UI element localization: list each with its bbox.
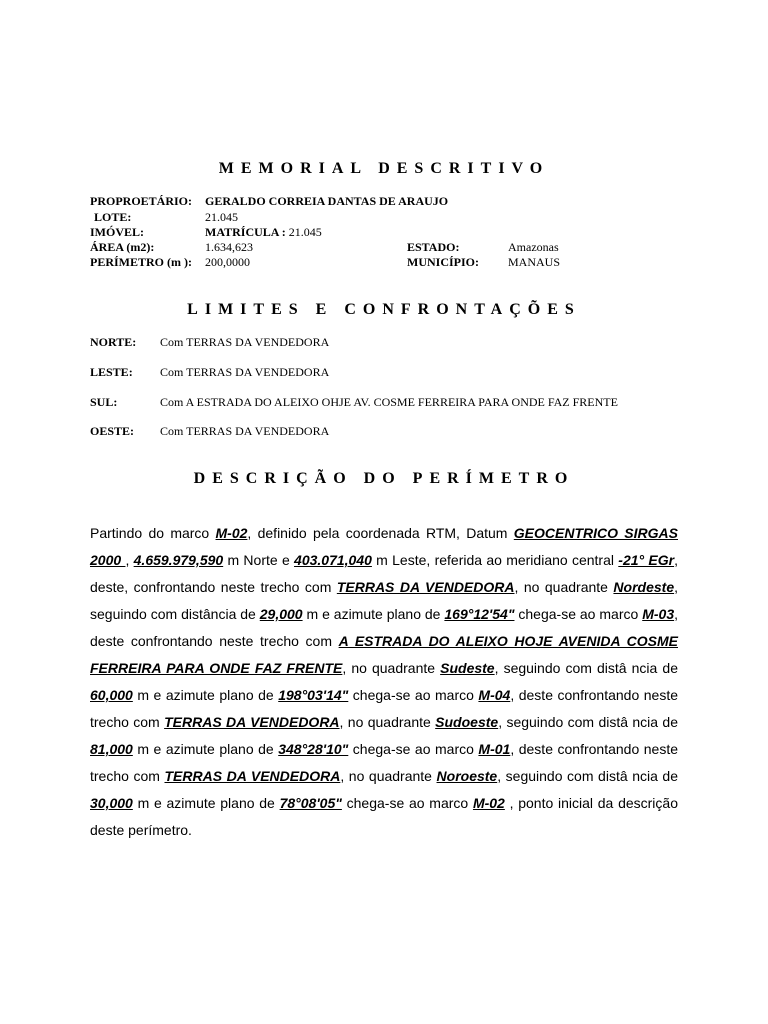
- matricula-label: MATRÍCULA :: [205, 225, 286, 239]
- paragraph-text: , definido pela coordenada RTM, Datum: [247, 525, 514, 541]
- emphasized-term: 348°28'10": [278, 741, 349, 757]
- municipio-label: MUNICÍPIO:: [407, 255, 479, 269]
- emphasized-term: 78°08'05": [279, 795, 342, 811]
- paragraph-text: , seguindo com distâ ncia de: [494, 660, 678, 676]
- emphasized-term: TERRAS DA VENDEDORA: [164, 768, 341, 784]
- emphasized-term: -21° EGr: [618, 552, 675, 568]
- paragraph-text: , seguindo com distâ ncia de: [498, 714, 679, 730]
- perimeter-description: [90, 520, 678, 844]
- paragraph-text: chega-se ao marco: [348, 741, 479, 757]
- perimetro-value: 200,0000: [205, 255, 250, 269]
- paragraph-text: chega-se ao marco: [348, 687, 479, 703]
- paragraph-text: , deste confrontando neste trecho com: [90, 606, 678, 649]
- matricula-value: 21.045: [288, 225, 322, 239]
- emphasized-term: Noroeste: [436, 768, 498, 784]
- area-value: 1.634,623: [205, 240, 253, 254]
- emphasized-term: M-04: [478, 687, 511, 703]
- emphasized-term: 198°03'14": [278, 687, 349, 703]
- limit-value: Com A ESTRADA DO ALEIXO OHJE AV. COSME FERREIRA PARA ONDE FAZ FRENTE: [160, 395, 618, 409]
- limit-value: Com TERRAS DA VENDEDORA: [160, 424, 330, 438]
- emphasized-term: GEOCENTRICO SIRGAS 2000: [90, 525, 678, 568]
- emphasized-term: Sudoeste: [435, 714, 499, 730]
- paragraph-text: , seguindo com distâ ncia de: [497, 768, 679, 784]
- emphasized-term: M-01: [478, 741, 511, 757]
- paragraph-text: chega-se ao marco: [341, 795, 473, 811]
- lote-label: LOTE:: [94, 210, 132, 224]
- emphasized-term: TERRAS DA VENDEDORA: [336, 579, 515, 595]
- limit-key: LESTE:: [90, 365, 133, 379]
- emphasized-term: Nordeste: [613, 579, 675, 595]
- limits-title: LIMITES E CONFRONTAÇÕES: [187, 301, 581, 318]
- emphasized-term: 4.659.979,590: [133, 552, 224, 568]
- paragraph-text: , no quadrante: [339, 714, 436, 730]
- paragraph-text: , no quadrante: [514, 579, 614, 595]
- paragraph-text: , no quadrante: [340, 768, 437, 784]
- emphasized-term: Sudeste: [440, 660, 495, 676]
- emphasized-term: M-03: [642, 606, 675, 622]
- paragraph-text: m e azimute plano de: [302, 606, 445, 622]
- lote-value: 21.045: [205, 210, 238, 224]
- paragraph-text: m e azimute plano de: [132, 741, 279, 757]
- paragraph-text: , seguindo com distância de: [90, 579, 678, 622]
- paragraph-text: m Norte e: [223, 552, 295, 568]
- paragraph-text: m Leste, referida ao meridiano central: [371, 552, 619, 568]
- emphasized-term: 60,000: [90, 687, 133, 703]
- emphasized-term: 29,000: [259, 606, 303, 622]
- paragraph-text: m e azimute plano de: [132, 687, 279, 703]
- emphasized-term: A ESTRADA DO ALEIXO HOJE AVENIDA COSME FERREIRA PARA ONDE FAZ FRENTE: [90, 633, 678, 676]
- matricula: [205, 225, 322, 240]
- limit-key: OESTE:: [90, 424, 135, 438]
- emphasized-term: TERRAS DA VENDEDORA: [164, 714, 340, 730]
- emphasized-term: 169°12'54": [444, 606, 515, 622]
- limit-value: Com TERRAS DA VENDEDORA: [160, 335, 330, 349]
- paragraph-text: , deste confrontando neste trecho com: [90, 687, 678, 730]
- paragraph-text: , no quadrante: [342, 660, 441, 676]
- imovel-label: IMÓVEL:: [90, 225, 144, 239]
- emphasized-term: 81,000: [90, 741, 133, 757]
- paragraph-text: Partindo do marco: [90, 525, 216, 541]
- paragraph-text: m e azimute plano de: [132, 795, 280, 811]
- paragraph-text: , deste, confrontando neste trecho com: [90, 552, 678, 595]
- emphasized-term: M-02: [472, 795, 505, 811]
- paragraph-text: , deste confrontando neste trecho com: [90, 741, 678, 784]
- paragraph-text: ,: [125, 552, 134, 568]
- owner-label: PROPROETÁRIO:: [90, 194, 192, 208]
- emphasized-term: M-02: [215, 525, 248, 541]
- limit-key: NORTE:: [90, 335, 137, 349]
- area-label: ÁREA (m2):: [90, 240, 155, 254]
- perimetro-label: PERÍMETRO (m ):: [90, 255, 192, 269]
- estado-label: ESTADO:: [407, 240, 460, 254]
- owner-value: GERALDO CORREIA DANTAS DE ARAUJO: [205, 194, 449, 208]
- municipio-value: MANAUS: [508, 255, 561, 269]
- paragraph-text: chega-se ao marco: [514, 606, 643, 622]
- perimeter-title: DESCRIÇÃO DO PERÍMETRO: [193, 470, 575, 487]
- document-title: MEMORIAL DESCRITIVO: [218, 160, 550, 177]
- estado-value: Amazonas: [508, 240, 559, 254]
- limit-key: SUL:: [90, 395, 118, 409]
- emphasized-term: 403.071,040: [294, 552, 372, 568]
- emphasized-term: 30,000: [90, 795, 133, 811]
- paragraph-text: , ponto inicial da descrição deste perímetro.: [90, 795, 678, 838]
- limit-value: Com TERRAS DA VENDEDORA: [160, 365, 330, 379]
